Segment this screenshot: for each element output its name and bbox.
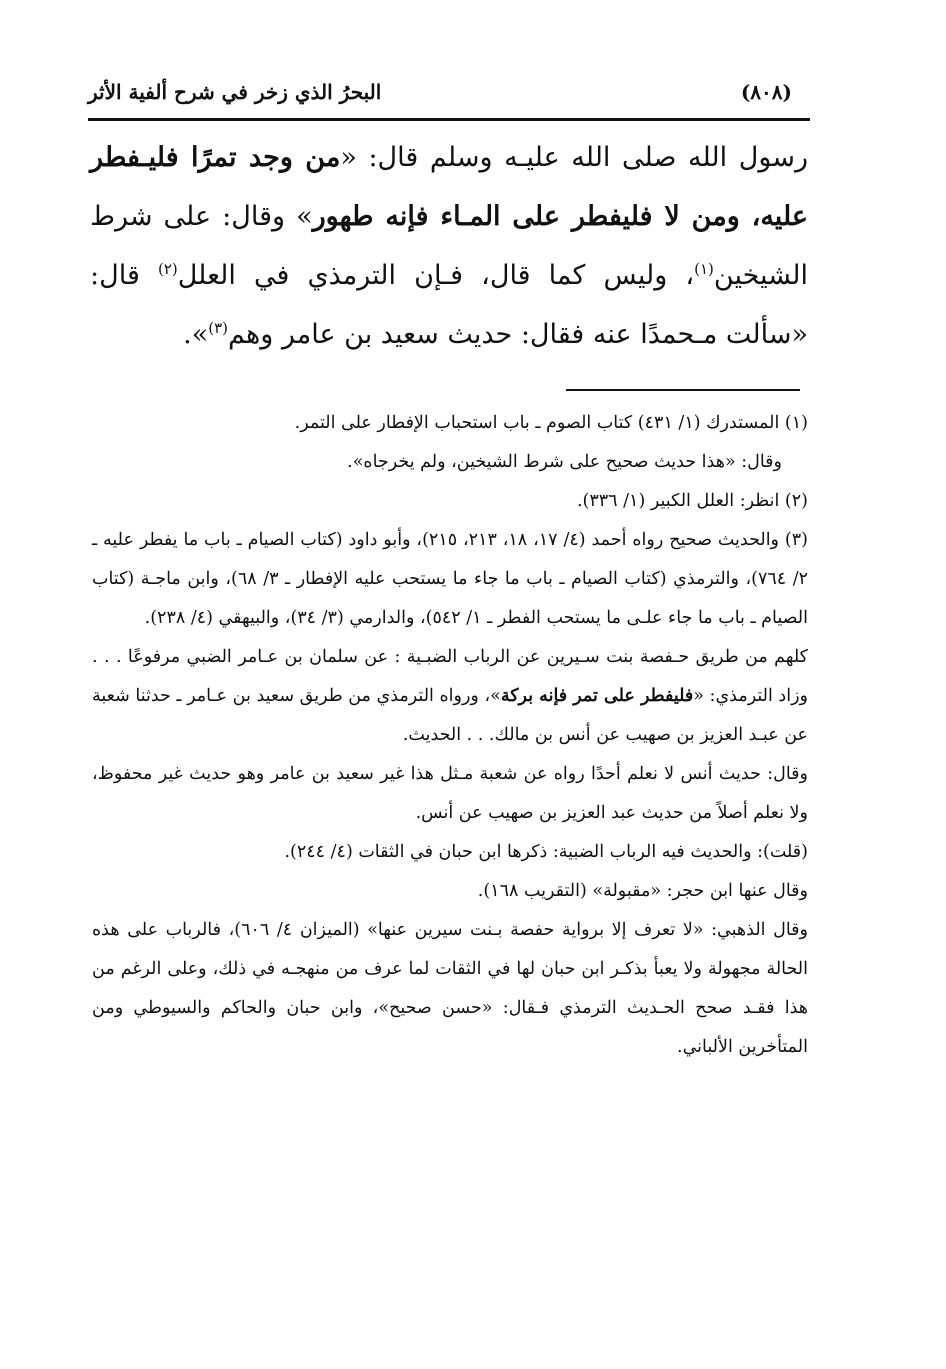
footnote-3-paragraph: (قلت): والحديث فيه الرباب الضبية: ذكرها ابن حبان في الثقات (٤/ ٢٤٤).: [284, 842, 808, 862]
footnote-2: (٢) انظر: العلل الكبير (١/ ٣٣٦).: [576, 491, 808, 511]
footnote-3-paragraph: وقال: حديث أنس لا نعلم أحدًا رواه عن شعبة مـثل هذا غير سعيد بن عامر وهو حديث غير محفوظ، ولا نعلم أصلاً من حديث عبد العزيز بن صهيب عن أنس.: [92, 764, 808, 823]
footnote-marker-2[interactable]: (٢): [157, 260, 178, 278]
footnote-1-continuation: وقال: «هذا حديث صحيح على شرط الشيخين، ولم يخرجاه».: [347, 452, 782, 472]
footnote-separator: [566, 389, 800, 391]
footnote-3: (٣) والحديث صحيح رواه أحمد (٤/ ١٧، ١٨، ٢١٣، ٢١٥)، وأبو داود (كتاب الصيام ـ باب ما يفطر عليه ـ ٢/ ٧٦٤)، والترمذي (كتاب الصيام ـ باب ما جاء ما يستحب عليه الإفطار ـ ٣/ ٦٨)، وابن ماجـة (كتاب الصيام ـ باب ما جاء علـى ما يستحب الفطر ـ ١/ ٥٤٢)، والدارمي (٣/ ٣٤)، والبيهقي (٤/ ٢٣٨).: [92, 530, 809, 628]
footnote-text-segment: كلهم من طريق حـفصة بنت سـيرين عن الرباب الضبـية : عن سلمان بن عـامر الضبي مرفوعًا . . . وزاد الترمذي: «: [92, 647, 808, 706]
main-text-segment: ، وليس كما قال، فـإن الترمذي في العلل: [177, 260, 695, 291]
header-rule: [88, 118, 810, 121]
footnote-1: (١) المستدرك (١/ ٤٣١) كتاب الصوم ـ باب استحباب الإفطار على التمر.: [294, 413, 808, 433]
footnote-3-paragraph: [92, 638, 808, 755]
main-text-segment: ».: [183, 319, 209, 350]
footnote-3-paragraph: وقال الذهبي: «لا تعرف إلا برواية حفصة بـنت سيرين عنها» (الميزان ٤/ ٦٠٦)، فالرباب على هذه الحالة مجهولة ولا يعبأ بذكـر ابن حبان لها في الثقات لما عرف من منهجـه في ذلك، وعلى الرغم من هذا فقـد صحح الحـديث الترمذي فـقال: «حسن صحيح»، وابن حبان والحاكم والسيوطي ومن المتأخرين الألباني.: [92, 920, 808, 1057]
hadith-quote: من وجد تمرًا فليـفطر عليه، ومن لا فليفطر على المـاء فإنه طهور: [90, 142, 808, 232]
main-paragraph: [90, 128, 808, 364]
footnote-text-segment: »، ورواه الترمذي من طريق سعيد بن عـامر ـ حدثنا شعبة عن عبـد العزيز بن صهيب عن أنس بن مالك. . . الحديث.: [92, 686, 808, 745]
footnotes-section: [92, 404, 808, 1067]
page-number: (٨٠٨): [740, 80, 792, 104]
footnote-hadith-quote: فليفطر على تمر فإنه بركة: [500, 686, 694, 706]
book-title: البحرُ الذي زخر في شرح ألفية الأثر: [88, 80, 382, 104]
footnote-3-paragraph: وقال عنها ابن حجر: «مقبولة» (التقريب ١٦٨).: [477, 881, 808, 901]
main-text-segment: رسول الله صلى الله عليـه وسلم قال: «: [340, 142, 808, 173]
main-text-segment: قال: «سألت مـحمدًا عنه فقال: حديث سعيد بن عامر وهم: [90, 260, 808, 350]
footnote-marker-3[interactable]: (٣): [208, 319, 229, 337]
running-header: [88, 74, 810, 114]
main-text-segment: » وقال: على شرط الشيخين: [90, 201, 808, 291]
footnote-marker-1[interactable]: (١): [694, 260, 714, 278]
